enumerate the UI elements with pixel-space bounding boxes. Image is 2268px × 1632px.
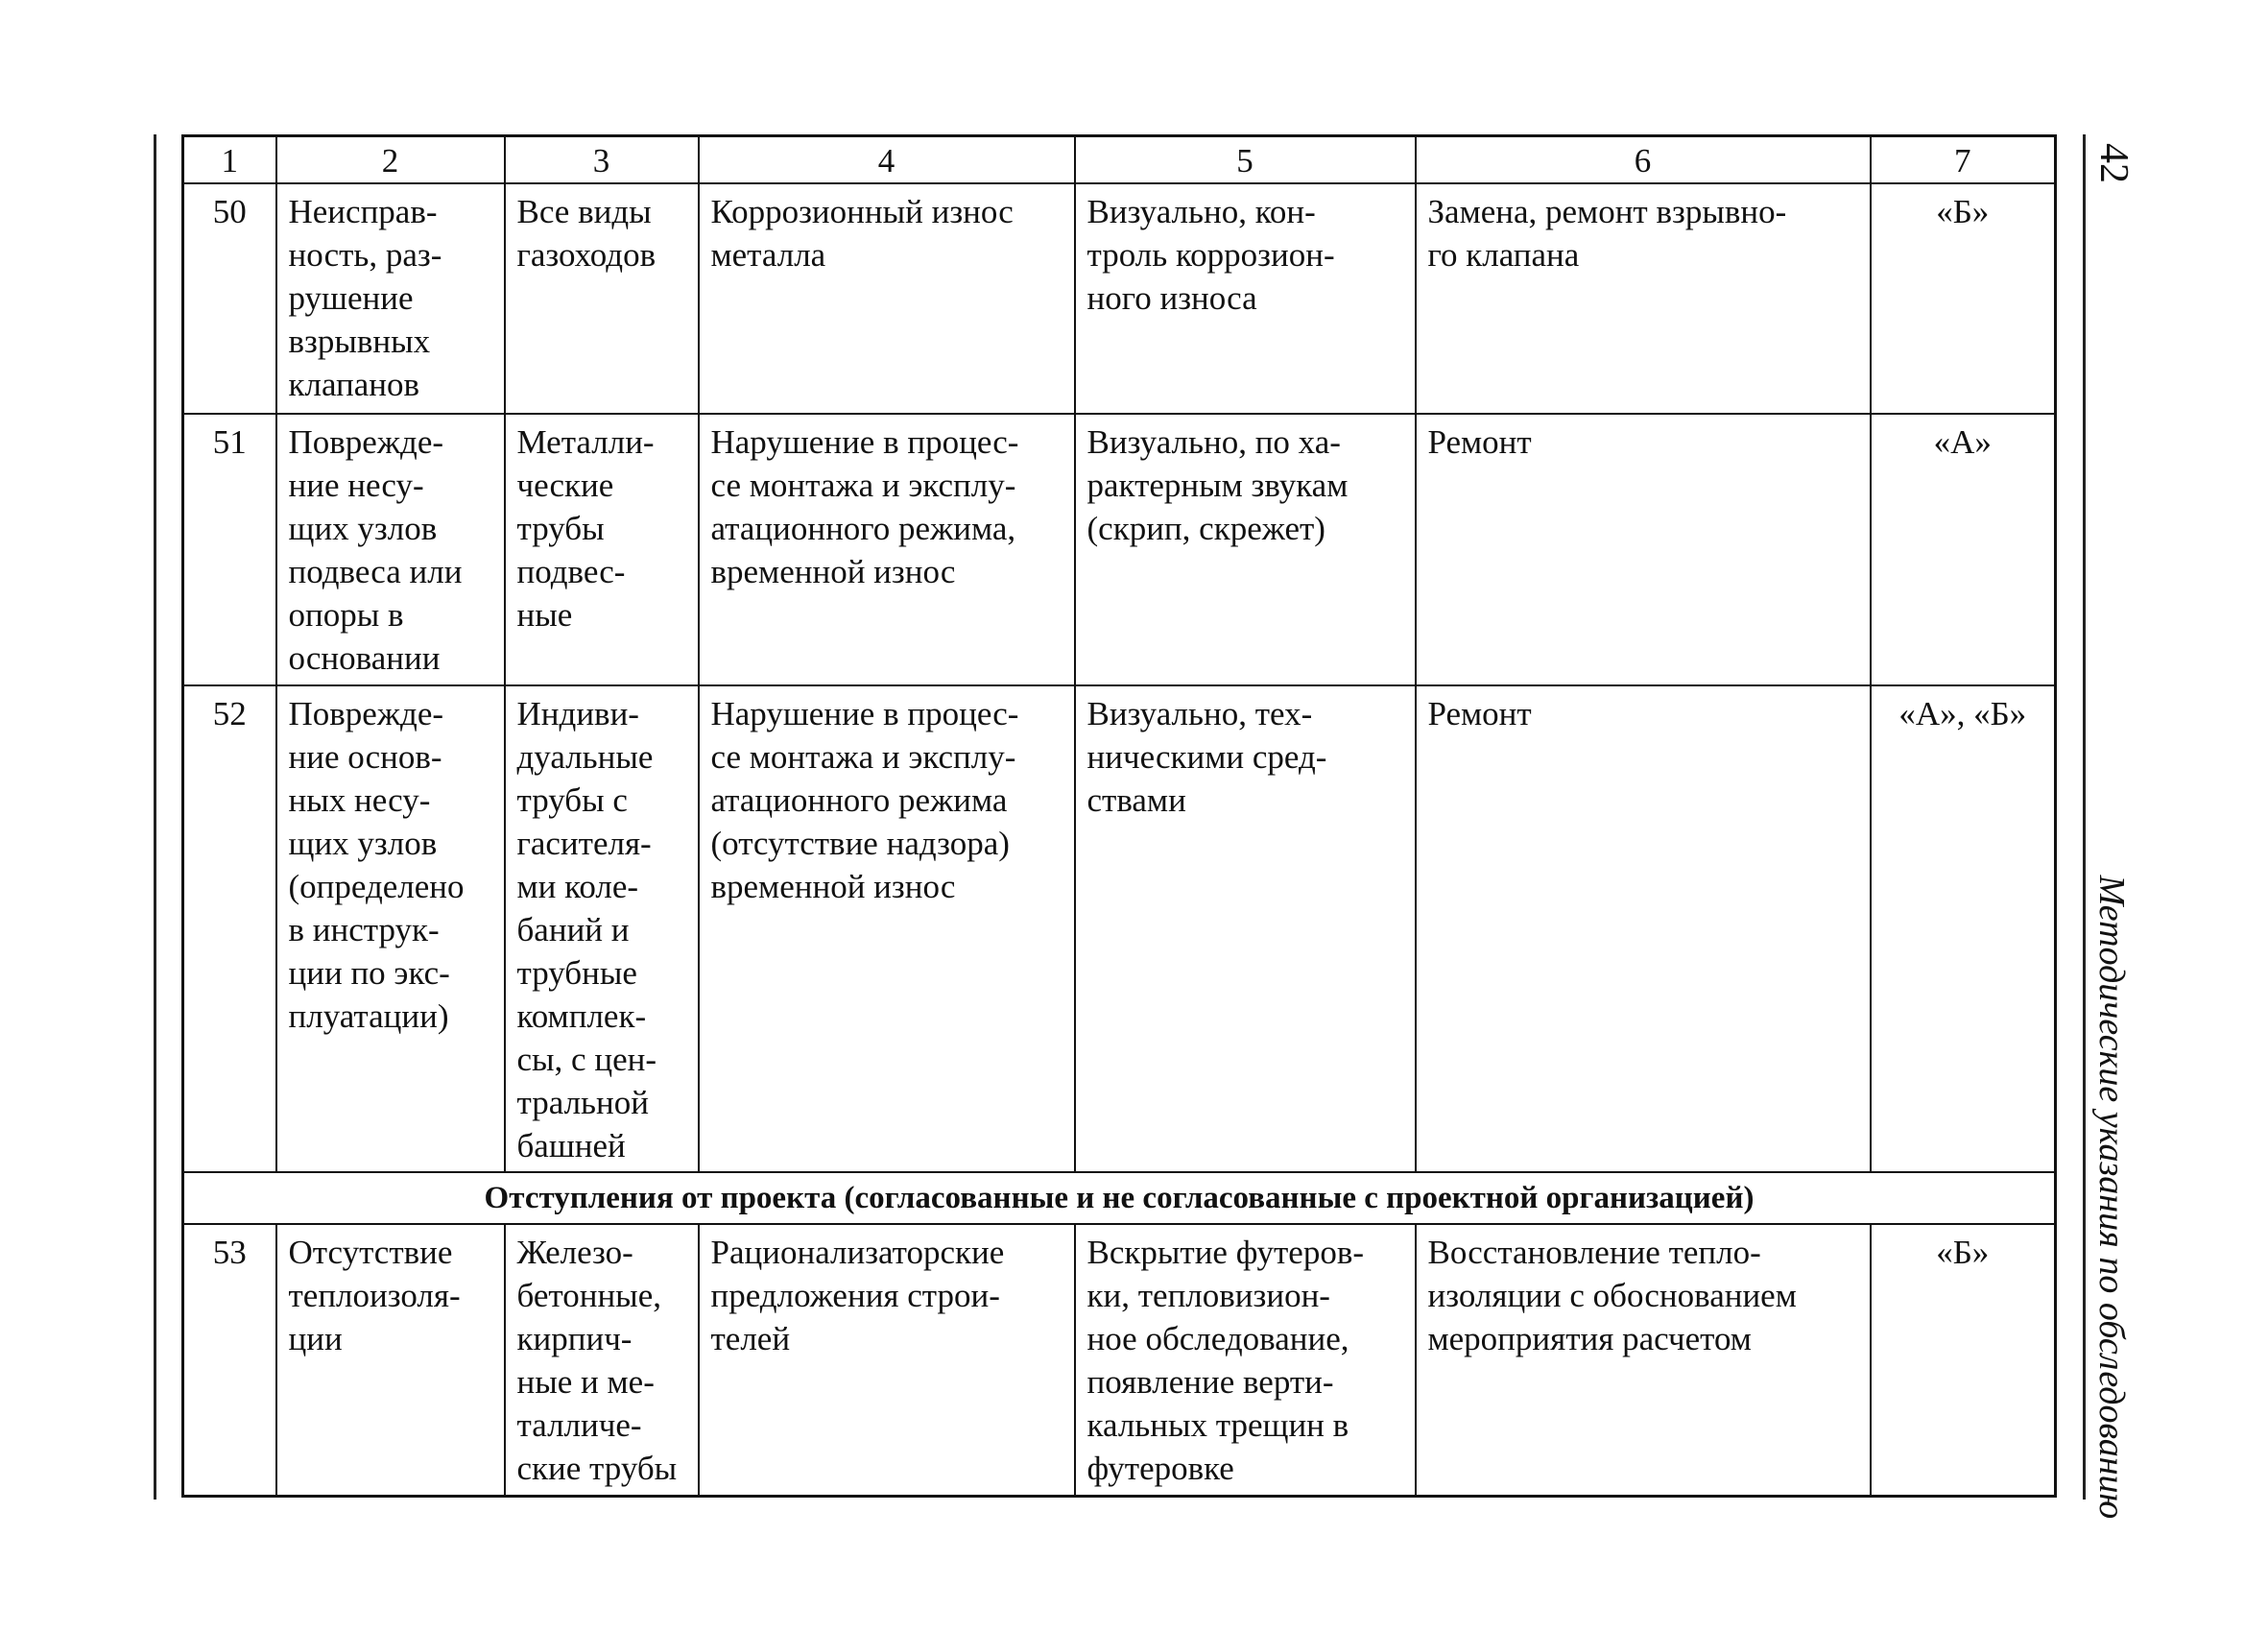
object-text: Все виды газоходов <box>516 193 657 274</box>
cause-text: Коррозионный износ металла <box>710 193 1014 274</box>
cause-cell <box>699 1224 1075 1496</box>
method-text: Визуально, кон- троль коррозион- ного износа <box>1086 193 1335 317</box>
method-cell <box>1075 414 1416 685</box>
cause-text: Нарушение в процес- се монтажа и эксплу- атационного режима, временной износ <box>710 423 1019 590</box>
object-text: Железо- бетонные, кирпич- ные и ме- талличе- ские трубы <box>516 1234 678 1487</box>
cause-cell <box>699 183 1075 414</box>
measures-text: Ремонт <box>1427 423 1532 461</box>
measures-text: Замена, ремонт взрывно- го клапана <box>1427 193 1787 274</box>
measures-cell <box>1416 414 1871 685</box>
method-cell <box>1075 183 1416 414</box>
column-header-6: 6 <box>1416 136 1871 184</box>
measures-cell <box>1416 1224 1871 1496</box>
column-header-5: 5 <box>1075 136 1416 184</box>
defect-cell <box>276 183 505 414</box>
object-text: Металли- ческие трубы подвес- ные <box>516 423 655 634</box>
measures-text: Восстановление тепло- изоляции с обоснованием мероприятия расчетом <box>1427 1234 1797 1357</box>
object-cell <box>505 183 699 414</box>
table-row <box>183 414 2056 685</box>
method-cell <box>1075 1224 1416 1496</box>
measures-cell <box>1416 685 1871 1172</box>
table-row <box>183 1224 2056 1496</box>
running-title: Методические указания по обследованию <box>2091 875 2132 1520</box>
defect-text: Поврежде- ние несу- щих узлов подвеса или опоры в основании <box>288 423 463 677</box>
row-number: 52 <box>183 685 276 1172</box>
cause-text: Нарушение в процес- се монтажа и эксплу- атационного режима (отсутствие надзора) временной износ <box>710 695 1019 905</box>
method-text: Визуально, тех- ническими сред- ствами <box>1086 695 1327 819</box>
table-row <box>183 685 2056 1172</box>
method-text: Визуально, по ха- рактерным звукам (скрип, скрежет) <box>1086 423 1349 547</box>
cause-cell <box>699 685 1075 1172</box>
defect-text: Отсутствие теплоизоля- ции <box>288 1234 461 1357</box>
object-cell <box>505 414 699 685</box>
cause-text: Рационализаторские предложения строи- телей <box>710 1234 1005 1357</box>
column-header-2: 2 <box>276 136 505 184</box>
defect-text: Поврежде- ние основ- ных несу- щих узлов (определено в инструк- ции по экс- плуатации) <box>288 695 465 1035</box>
row-number: 50 <box>183 183 276 414</box>
method-text: Вскрытие футеров- ки, тепловизион- ное обследование, появление верти- кальных трещин в футеровке <box>1086 1234 1365 1487</box>
column-header-1: 1 <box>183 136 276 184</box>
column-header-3: 3 <box>505 136 699 184</box>
table-row <box>183 183 2056 414</box>
page-number: 42 <box>2091 143 2136 183</box>
defects-table <box>181 134 2057 1498</box>
table-header-row <box>183 136 2056 184</box>
category-cell: «А» <box>1871 414 2056 685</box>
column-header-7: 7 <box>1871 136 2056 184</box>
defect-cell <box>276 685 505 1172</box>
method-cell <box>1075 685 1416 1172</box>
defect-cell <box>276 1224 505 1496</box>
section-title: Отступления от проекта (согласованные и не согласованные с проектной организацией) <box>183 1172 2056 1224</box>
category-cell: «Б» <box>1871 183 2056 414</box>
section-header-row <box>183 1172 2056 1224</box>
cause-cell <box>699 414 1075 685</box>
row-number: 51 <box>183 414 276 685</box>
column-header-4: 4 <box>699 136 1075 184</box>
defect-text: Неисправ- ность, раз- рушение взрывных клапанов <box>288 193 442 403</box>
category-cell: «А», «Б» <box>1871 685 2056 1172</box>
measures-text: Ремонт <box>1427 695 1532 732</box>
defect-cell <box>276 414 505 685</box>
object-cell <box>505 685 699 1172</box>
measures-cell <box>1416 183 1871 414</box>
category-cell: «Б» <box>1871 1224 2056 1496</box>
left-margin-rule <box>154 134 156 1500</box>
object-text: Индиви- дуальные трубы с гасителя- ми коле- баний и трубные комплек- сы, с цен- тральной башней <box>516 695 657 1164</box>
object-cell <box>505 1224 699 1496</box>
row-number: 53 <box>183 1224 276 1496</box>
